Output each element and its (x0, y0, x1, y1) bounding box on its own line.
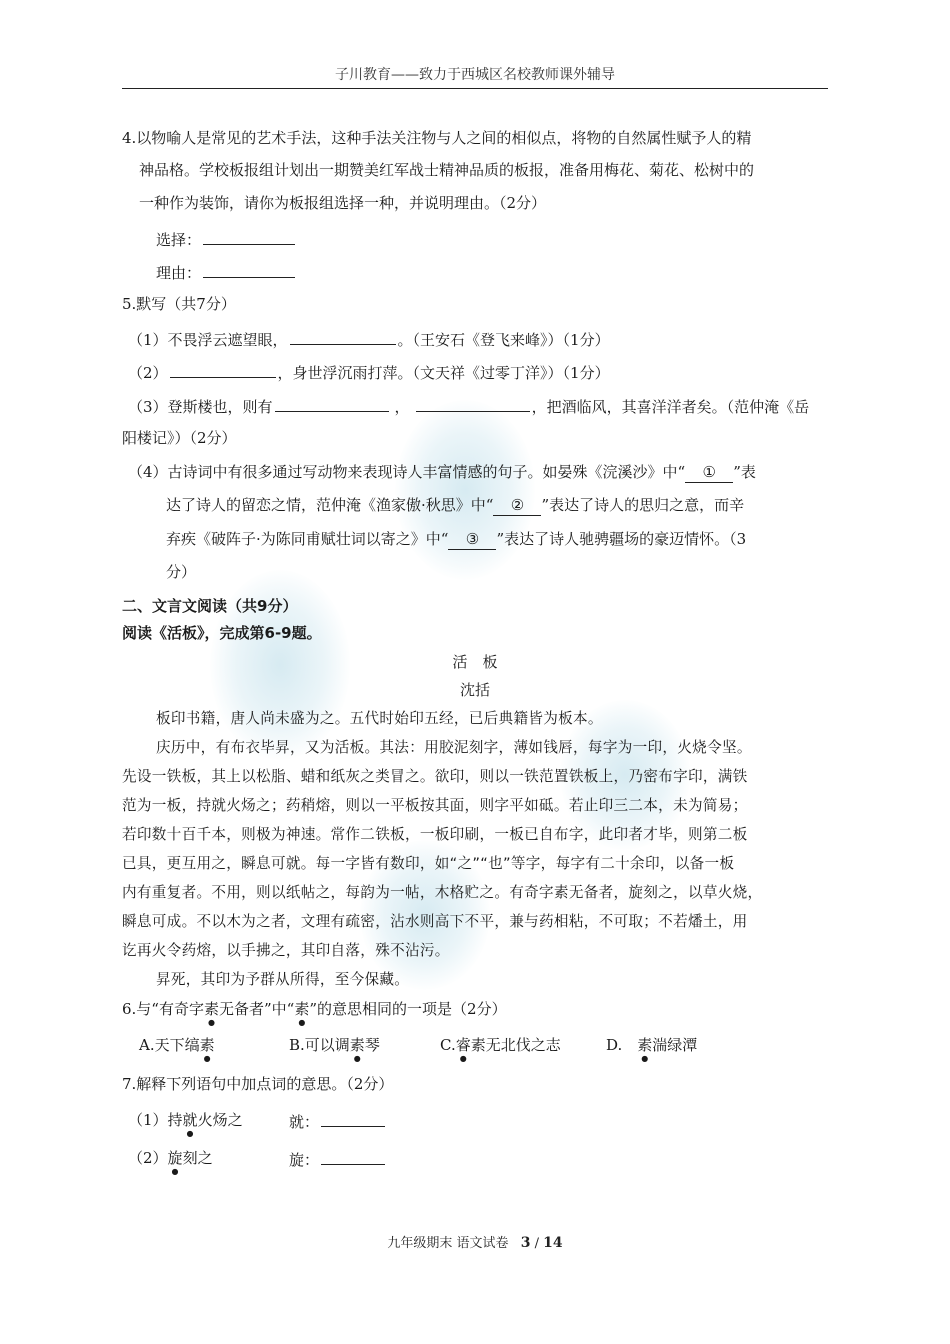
q5-item-3-mid: ， (394, 398, 410, 416)
q7-item-2 (128, 1148, 213, 1176)
q6-option-a[interactable] (139, 1035, 215, 1063)
q6-option-d[interactable] (606, 1035, 697, 1063)
q7-answer-field-1[interactable] (321, 1110, 385, 1127)
q5-item-2-post: ，身世浮沉雨打萍。（文天祥《过零丁洋》）（1分） (277, 364, 610, 382)
q6-stem-pre: 6.与“有奇字 (122, 1000, 204, 1018)
q5-item-1 (128, 328, 610, 350)
q6-option-a-dotted: 素 (199, 1036, 215, 1054)
q6-option-c[interactable] (440, 1035, 561, 1063)
q6-option-d-dotted: 素 (637, 1036, 653, 1054)
q5-item-1-pre: （1）不畏浮云遮望眼， (128, 331, 288, 349)
q5-item-4-post: ”表 (733, 463, 756, 481)
page-header: 子川教育——致力于西城区名校教师课外辅导 (122, 64, 828, 89)
q5-item-3-cont: 阳楼记》）（2分） (122, 429, 237, 447)
q4-line-2: 神品格。学校板报组计划出一期赞美红军战士精神品质的板报，准备用梅花、菊花、松树中的 (139, 161, 755, 179)
q7-answer-field-2[interactable] (321, 1148, 385, 1165)
q5-item-4-l3-post: ”表达了诗人驰骋疆场的豪迈情怀。（3 (496, 530, 747, 548)
q5-blank-4-3[interactable]: ③ (448, 529, 496, 550)
q7-item-1-answer (289, 1110, 387, 1132)
q6-stem-dotted: 素 (203, 1000, 219, 1018)
passage-line-4: 范为一板，持就火炀之；药稍熔，则以一平板按其面，则字平如砥。若止印三二本，未为简易； (122, 797, 748, 814)
q5-item-4-line-1 (128, 462, 756, 483)
passage-line-6: 已具，更互用之，瞬息可就。每一字皆有数印，如“之”“也”等字，每字有二十余印，以备一板 (122, 855, 735, 872)
q5-item-4-l3-pre: 弃疾《破阵子·为陈同甫赋壮词以寄之》中“ (166, 530, 449, 548)
passage-line-5: 若印数十百千本，则极为神速。常作二铁板，一板印刷，一板已自布字，此印者才毕，则第二板 (122, 826, 748, 843)
q7-item-2-label: 旋： (289, 1151, 320, 1169)
q6-option-d-pre: D. (606, 1036, 638, 1054)
q5-item-2-pre: （2） (128, 364, 168, 382)
q5-item-2 (128, 361, 610, 383)
q7-item-2-dotted: 旋 (167, 1149, 183, 1167)
q4-choose (156, 228, 297, 250)
q6-option-b-dotted: 素 (349, 1036, 365, 1054)
q5-blank-4-2[interactable]: ② (493, 495, 541, 516)
q4-line-3: 一种作为装饰，请你为板报组选择一种，并说明理由。（2分） (139, 194, 547, 212)
q7-item-1-dotted: 就 (182, 1111, 198, 1129)
q5-blank-3b[interactable] (416, 395, 530, 412)
q5-item-1-post: 。（王安石《登飞来峰》）（1分） (397, 331, 610, 349)
q4-reason (156, 261, 297, 283)
q7-stem: 7.解释下列语句中加点词的意思。（2分） (122, 1075, 394, 1093)
passage-line-2: 庆历中，有布衣毕昇，又为活板。其法：用胶泥刻字，薄如钱唇，每字为一印，火烧令坚。 (156, 739, 752, 756)
q5-item-4-line-2 (166, 495, 744, 516)
q5-title: 5.默写（共7分） (122, 295, 236, 313)
q6-option-b-pre: B.可以调 (289, 1036, 350, 1054)
q5-blank-2[interactable] (170, 361, 276, 378)
q6-option-b-post: 琴 (364, 1036, 380, 1054)
section-2-instruction: 阅读《活板》，完成第6-9题。 (122, 624, 322, 642)
q7-item-1 (128, 1110, 243, 1138)
passage-author: 沈括 (459, 681, 490, 699)
q6-stem-mid: 无备者”中“ (219, 1000, 295, 1018)
q4-line-1: 4.以物喻人是常见的艺术手法，这种手法关注物与人之间的相似点，将物的自然属性赋予人的精 (122, 129, 752, 147)
passage-title: 活 板 (452, 653, 498, 671)
q5-blank-3a[interactable] (275, 395, 389, 412)
q6-stem-post: ”的意思相同的一项是（2分） (309, 1000, 507, 1018)
passage-line-9: 讫再火令药熔，以手拂之，其印自落，殊不沾污。 (122, 942, 450, 959)
passage-line-7: 内有重复者。不用，则以纸帖之，每韵为一帖，木格贮之。有奇字素无备者，旋刻之，以草火烧， (122, 884, 763, 901)
q7-item-1-post: 火炀之 (197, 1111, 243, 1129)
section-2-title: 二、文言文阅读（共9分） (122, 597, 298, 615)
q5-blank-4-1[interactable]: ① (685, 462, 733, 483)
q5-item-3 (128, 395, 809, 417)
passage-line-1: 板印书籍，唐人尚未盛为之。五代时始印五经，已后典籍皆为板本。 (156, 710, 603, 727)
page-separator: / (530, 1236, 544, 1251)
q6-option-d-post: 湍绿潭 (652, 1036, 698, 1054)
q6-option-c-post: 素无北伐之志 (470, 1036, 561, 1054)
footer-text: 九年级期末 语文试卷 (387, 1236, 509, 1251)
q6-option-b[interactable] (289, 1035, 380, 1063)
page-total: 14 (543, 1235, 563, 1251)
q7-item-2-pre: （2） (128, 1149, 168, 1167)
choose-label: 选择： (156, 231, 202, 249)
passage-line-10: 昇死，其印为予群从所得，至今保藏。 (156, 971, 410, 988)
q5-item-4-pre: （4）古诗词中有很多通过写动物来表现诗人丰富情感的句子。如晏殊《浣溪沙》中“ (128, 463, 686, 481)
q7-item-2-post: 刻之 (182, 1149, 213, 1167)
reason-answer-field[interactable] (203, 261, 295, 278)
page-number: 3 (520, 1235, 531, 1251)
q5-item-4-l2-post: ”表达了诗人的思归之意，而辛 (541, 496, 745, 514)
watermark-blob (395, 400, 535, 580)
passage-line-3: 先设一铁板，其上以松脂、蜡和纸灰之类冒之。欲印，则以一铁范置铁板上，乃密布字印，满铁 (122, 768, 748, 785)
q7-item-1-label: 就： (289, 1113, 320, 1131)
q6-stem-dotted-2: 素 (294, 1000, 310, 1018)
q5-item-3-post: ，把酒临风，其喜洋洋者矣。（范仲淹《岳 (531, 398, 810, 416)
reason-label: 理由： (156, 264, 202, 282)
q7-item-1-pre: （1）持 (128, 1111, 183, 1129)
q5-blank-1[interactable] (290, 328, 396, 345)
q5-item-4-line-3 (166, 529, 746, 550)
q6-option-c-dotted: 睿 (455, 1036, 471, 1054)
q5-item-3-pre: （3）登斯楼也，则有 (128, 398, 273, 416)
q5-item-4-line-4: 分） (166, 563, 197, 581)
q6-option-a-pre: A.天下缟 (139, 1036, 200, 1054)
passage-line-8: 瞬息可成。不以木为之者，文理有疏密，沾水则高下不平，兼与药相粘，不可取；不若燔土，用 (122, 913, 748, 930)
q7-item-2-answer (289, 1148, 387, 1170)
page-footer (0, 1232, 950, 1251)
q5-item-4-l2-pre: 达了诗人的留恋之情，范仲淹《渔家傲·秋思》中“ (166, 496, 494, 514)
choose-answer-field[interactable] (203, 228, 295, 245)
q6-option-c-pre: C. (440, 1036, 456, 1054)
q6-stem (122, 999, 507, 1027)
